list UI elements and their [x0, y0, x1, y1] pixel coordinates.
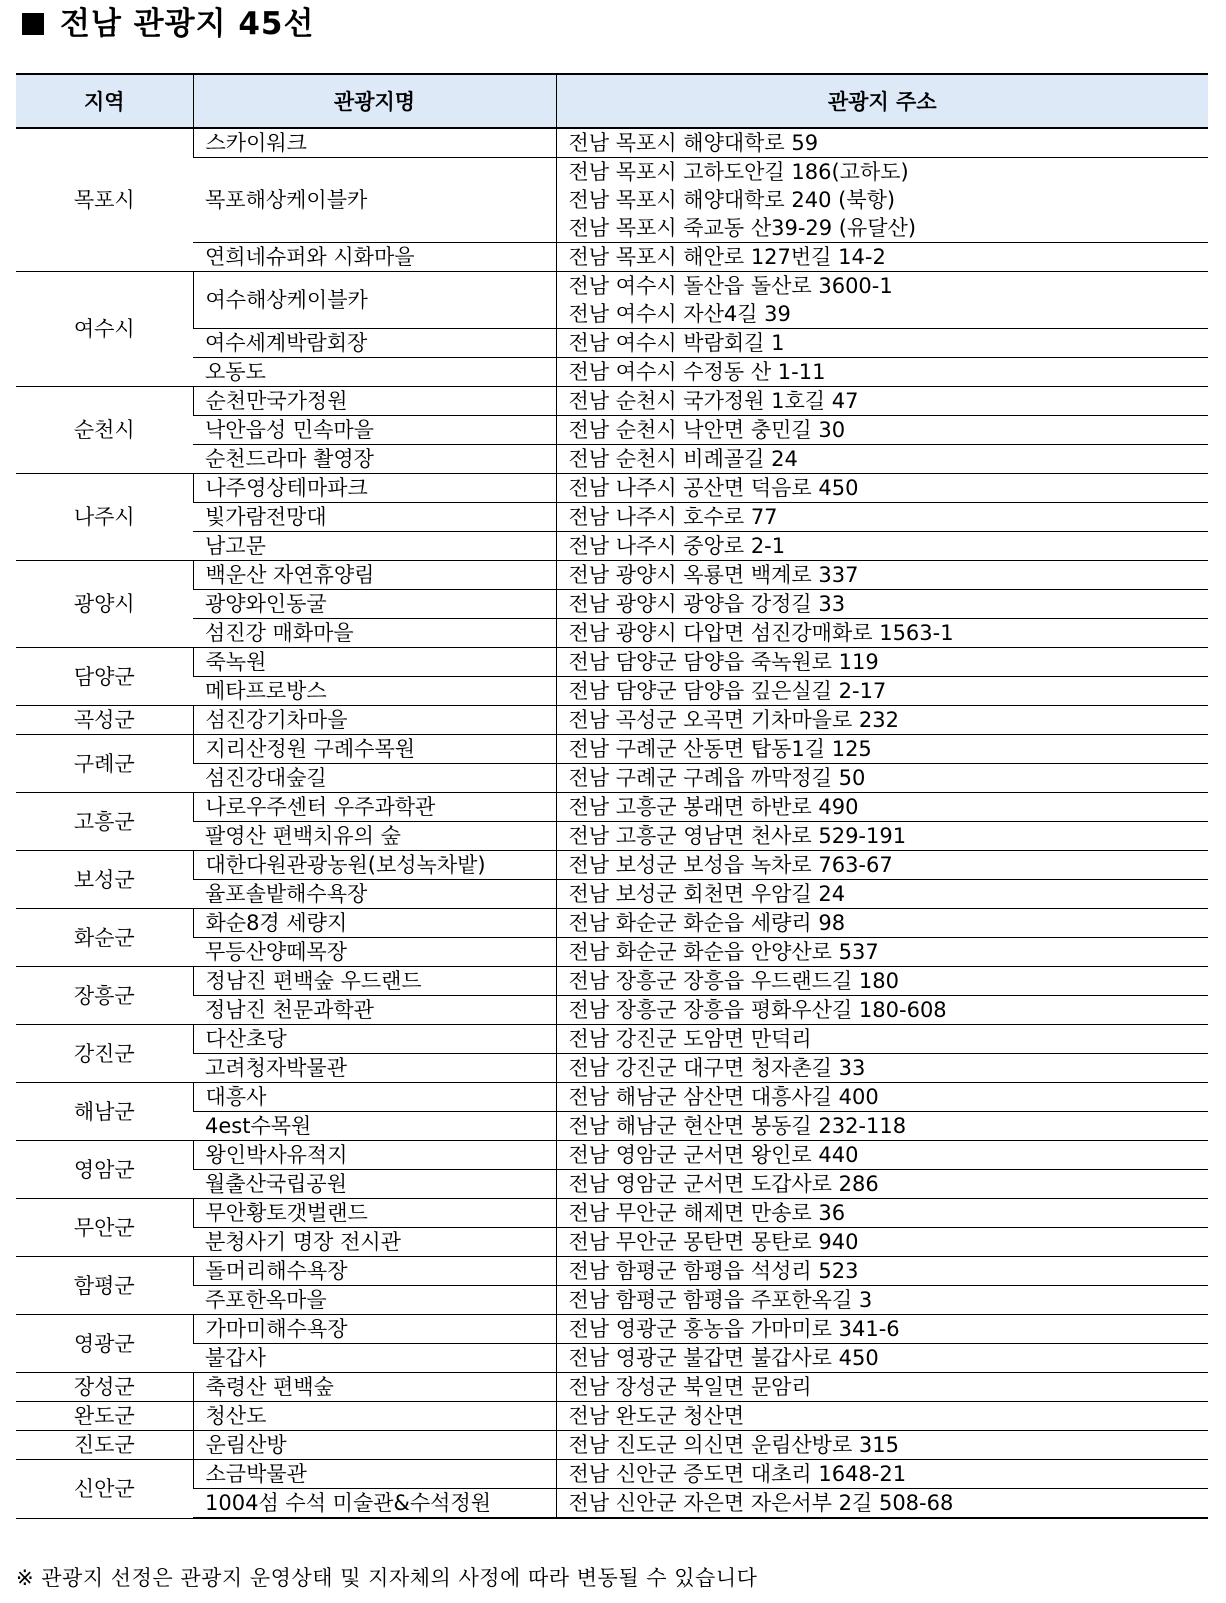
table-row	[16, 967, 1208, 996]
attractions-table	[16, 73, 1208, 1519]
address-line: 전남 장흥군 장흥읍 평화우산길 180-608	[568, 998, 947, 1022]
address-line: 전남 목포시 해안로 127번길 14-2	[568, 245, 886, 269]
table-row	[16, 1315, 1208, 1344]
address-line: 전남 여수시 돌산읍 돌산로 3600-1	[568, 274, 893, 298]
address-cell	[556, 503, 1208, 532]
table-row	[16, 1257, 1208, 1286]
attraction-name-cell: 나로우주센터 우주과학관	[193, 793, 556, 822]
table-row	[16, 1373, 1208, 1402]
attraction-name-cell: 여수세계박람회장	[193, 329, 556, 358]
address-cell	[556, 648, 1208, 677]
address-line: 전남 나주시 호수로 77	[568, 505, 778, 529]
address-line: 전남 여수시 박람회길 1	[568, 331, 785, 355]
table-row	[16, 1431, 1208, 1460]
address-cell	[556, 1431, 1208, 1460]
attraction-name-cell: 스카이워크	[193, 128, 556, 158]
address-line: 전남 광양시 옥룡면 백계로 337	[568, 563, 859, 587]
address-cell	[556, 735, 1208, 764]
address-line: 전남 영광군 홍농읍 가마미로 341-6	[568, 1317, 900, 1341]
address-cell	[556, 387, 1208, 416]
table-row	[16, 851, 1208, 880]
table-row	[16, 996, 1208, 1025]
table-row	[16, 648, 1208, 677]
address-cell	[556, 1025, 1208, 1054]
region-cell: 강진군	[16, 1025, 193, 1083]
table-row	[16, 619, 1208, 648]
region-cell: 담양군	[16, 648, 193, 706]
attraction-name-cell: 4est수목원	[193, 1112, 556, 1141]
footnote: ※ 관광지 선정은 관광지 운영상태 및 지자체의 사정에 따라 변동될 수 있습니다	[16, 1566, 758, 1590]
attraction-name-cell: 정남진 편백숲 우드랜드	[193, 967, 556, 996]
table-row	[16, 387, 1208, 416]
address-cell	[556, 1460, 1208, 1489]
address-cell	[556, 1402, 1208, 1431]
address-cell	[556, 1286, 1208, 1315]
table-row	[16, 243, 1208, 272]
attraction-name-cell: 백운산 자연휴양림	[193, 561, 556, 590]
region-cell: 보성군	[16, 851, 193, 909]
table-body	[16, 128, 1208, 1518]
address-cell	[556, 851, 1208, 880]
table-row	[16, 1083, 1208, 1112]
table-row	[16, 503, 1208, 532]
table-row	[16, 677, 1208, 706]
region-cell: 나주시	[16, 474, 193, 561]
address-cell	[556, 158, 1208, 243]
attraction-name-cell: 섬진강대숲길	[193, 764, 556, 793]
address-cell	[556, 880, 1208, 909]
table-row	[16, 416, 1208, 445]
address-line: 전남 여수시 수정동 산 1-11	[568, 360, 826, 384]
attraction-name-cell: 다산초당	[193, 1025, 556, 1054]
address-line: 전남 함평군 함평읍 석성리 523	[568, 1259, 859, 1283]
address-cell	[556, 561, 1208, 590]
address-line: 전남 목포시 해양대학로 59	[568, 131, 819, 155]
attraction-name-cell: 연희네슈퍼와 시화마을	[193, 243, 556, 272]
address-cell	[556, 1489, 1208, 1519]
attraction-name-cell: 섬진강기차마을	[193, 706, 556, 735]
attraction-name-cell: 여수해상케이블카	[193, 272, 556, 329]
address-line: 전남 목포시 해양대학로 240 (북항)	[568, 188, 896, 212]
address-cell	[556, 1373, 1208, 1402]
region-cell: 신안군	[16, 1460, 193, 1519]
region-cell: 해남군	[16, 1083, 193, 1141]
table-row	[16, 1054, 1208, 1083]
attraction-name-cell: 죽녹원	[193, 648, 556, 677]
attraction-name-cell: 순천드라마 촬영장	[193, 445, 556, 474]
address-cell	[556, 793, 1208, 822]
address-line: 전남 목포시 고하도안길 186(고하도)	[568, 160, 909, 184]
address-cell	[556, 996, 1208, 1025]
address-line: 전남 신안군 자은면 자은서부 2길 508-68	[568, 1491, 954, 1515]
address-line: 전남 신안군 증도면 대초리 1648-21	[568, 1462, 907, 1486]
address-line: 전남 나주시 중앙로 2-1	[568, 534, 786, 558]
address-cell	[556, 590, 1208, 619]
attraction-name-cell: 목포해상케이블카	[193, 158, 556, 243]
address-cell	[556, 416, 1208, 445]
table-row	[16, 1112, 1208, 1141]
attraction-name-cell: 남고문	[193, 532, 556, 561]
address-line: 전남 고흥군 봉래면 하반로 490	[568, 795, 859, 819]
address-line: 전남 강진군 도암면 만덕리	[568, 1027, 812, 1051]
table-row	[16, 1460, 1208, 1489]
attraction-name-cell: 섬진강 매화마을	[193, 619, 556, 648]
attraction-name-cell: 가마미해수욕장	[193, 1315, 556, 1344]
attraction-name-cell: 낙안읍성 민속마을	[193, 416, 556, 445]
address-cell	[556, 1257, 1208, 1286]
address-cell	[556, 358, 1208, 387]
address-line: 전남 고흥군 영남면 천사로 529-191	[568, 824, 907, 848]
region-cell: 광양시	[16, 561, 193, 648]
address-line: 전남 장흥군 장흥읍 우드랜드길 180	[568, 969, 900, 993]
attraction-name-cell: 1004섬 수석 미술관&수석정원	[193, 1489, 556, 1519]
table-row	[16, 158, 1208, 243]
address-cell	[556, 474, 1208, 503]
table-row	[16, 822, 1208, 851]
address-line: 전남 순천시 낙안면 충민길 30	[568, 418, 846, 442]
attraction-name-cell: 왕인박사유적지	[193, 1141, 556, 1170]
attraction-name-cell: 월출산국립공원	[193, 1170, 556, 1199]
address-cell	[556, 1083, 1208, 1112]
address-line: 전남 영광군 불갑면 불갑사로 450	[568, 1346, 879, 1370]
address-cell	[556, 822, 1208, 851]
attraction-name-cell: 메타프로방스	[193, 677, 556, 706]
address-line: 전남 무안군 해제면 만송로 36	[568, 1201, 846, 1225]
region-cell: 장성군	[16, 1373, 193, 1402]
address-line: 전남 진도군 의신면 운림산방로 315	[568, 1433, 900, 1457]
attraction-name-cell: 오동도	[193, 358, 556, 387]
attraction-name-cell: 지리산정원 구례수목원	[193, 735, 556, 764]
attraction-name-cell: 소금박물관	[193, 1460, 556, 1489]
region-cell: 진도군	[16, 1431, 193, 1460]
table-row	[16, 561, 1208, 590]
attraction-name-cell: 무등산양떼목장	[193, 938, 556, 967]
address-line: 전남 담양군 담양읍 죽녹원로 119	[568, 650, 879, 674]
attraction-name-cell: 무안황토갯벌랜드	[193, 1199, 556, 1228]
table-row	[16, 706, 1208, 735]
address-cell	[556, 1112, 1208, 1141]
region-cell: 순천시	[16, 387, 193, 474]
attraction-name-cell: 팔영산 편백치유의 숲	[193, 822, 556, 851]
attraction-name-cell: 나주영상테마파크	[193, 474, 556, 503]
region-cell: 영광군	[16, 1315, 193, 1373]
table-row	[16, 590, 1208, 619]
region-cell: 장흥군	[16, 967, 193, 1025]
address-cell	[556, 532, 1208, 561]
table-row	[16, 1141, 1208, 1170]
region-cell: 완도군	[16, 1402, 193, 1431]
address-cell	[556, 1054, 1208, 1083]
table-header	[16, 74, 1208, 128]
header-row	[16, 74, 1208, 128]
attraction-name-cell: 대한다원관광농원(보성녹차밭)	[193, 851, 556, 880]
address-line: 전남 함평군 함평읍 주포한옥길 3	[568, 1288, 873, 1312]
attraction-name-cell: 율포솔밭해수욕장	[193, 880, 556, 909]
address-line: 전남 해남군 삼산면 대흥사길 400	[568, 1085, 879, 1109]
table-row	[16, 793, 1208, 822]
address-line: 전남 곡성군 오곡면 기차마을로 232	[568, 708, 900, 732]
square-bullet-icon	[22, 13, 44, 35]
region-cell: 화순군	[16, 909, 193, 967]
address-cell	[556, 967, 1208, 996]
address-line: 전남 완도군 청산면	[568, 1404, 745, 1428]
attraction-name-cell: 축령산 편백숲	[193, 1373, 556, 1402]
address-cell	[556, 938, 1208, 967]
address-cell	[556, 909, 1208, 938]
table-row	[16, 735, 1208, 764]
address-cell	[556, 1199, 1208, 1228]
region-cell: 목포시	[16, 128, 193, 272]
address-line: 전남 구례군 구례읍 까막정길 50	[568, 766, 866, 790]
attraction-name-cell: 운림산방	[193, 1431, 556, 1460]
table-row	[16, 1489, 1208, 1519]
attraction-name-cell: 주포한옥마을	[193, 1286, 556, 1315]
header-name: 관광지명	[193, 74, 556, 128]
address-line: 전남 영암군 군서면 도갑사로 286	[568, 1172, 879, 1196]
table-row	[16, 1025, 1208, 1054]
address-cell	[556, 706, 1208, 735]
address-line: 전남 강진군 대구면 청자촌길 33	[568, 1056, 866, 1080]
table-row	[16, 358, 1208, 387]
address-line: 전남 순천시 국가정원 1호길 47	[568, 389, 859, 413]
table-row	[16, 880, 1208, 909]
address-cell	[556, 445, 1208, 474]
region-cell: 함평군	[16, 1257, 193, 1315]
table-row	[16, 445, 1208, 474]
attraction-name-cell: 대흥사	[193, 1083, 556, 1112]
header-address: 관광지 주소	[556, 74, 1208, 128]
table-row	[16, 1170, 1208, 1199]
table-row	[16, 1199, 1208, 1228]
address-line: 전남 목포시 죽교동 산39-29 (유달산)	[568, 216, 917, 240]
attraction-name-cell: 돌머리해수욕장	[193, 1257, 556, 1286]
region-cell: 여수시	[16, 272, 193, 387]
table-row	[16, 1286, 1208, 1315]
address-line: 전남 무안군 몽탄면 몽탄로 940	[568, 1230, 859, 1254]
address-line: 전남 여수시 자산4길 39	[568, 302, 791, 326]
address-line: 전남 해남군 현산면 봉동길 232-118	[568, 1114, 907, 1138]
region-cell: 곡성군	[16, 706, 193, 735]
address-cell	[556, 1228, 1208, 1257]
address-cell	[556, 1344, 1208, 1373]
address-line: 전남 보성군 보성읍 녹차로 763-67	[568, 853, 893, 877]
attraction-name-cell: 순천만국가정원	[193, 387, 556, 416]
attraction-name-cell: 정남진 천문과학관	[193, 996, 556, 1025]
address-cell	[556, 1170, 1208, 1199]
table-row	[16, 272, 1208, 329]
address-line: 전남 영암군 군서면 왕인로 440	[568, 1143, 859, 1167]
page-title-text: 전남 관광지 45선	[60, 6, 315, 42]
address-cell	[556, 619, 1208, 648]
address-cell	[556, 272, 1208, 329]
table-row	[16, 128, 1208, 158]
region-cell: 영암군	[16, 1141, 193, 1199]
address-line: 전남 순천시 비례골길 24	[568, 447, 798, 471]
region-cell: 고흥군	[16, 793, 193, 851]
attraction-name-cell: 화순8경 세량지	[193, 909, 556, 938]
table-row	[16, 764, 1208, 793]
table-row	[16, 909, 1208, 938]
attraction-name-cell: 고려청자박물관	[193, 1054, 556, 1083]
attraction-name-cell: 청산도	[193, 1402, 556, 1431]
table-row	[16, 938, 1208, 967]
address-line: 전남 광양시 다압면 섬진강매화로 1563-1	[568, 621, 954, 645]
table-row	[16, 1402, 1208, 1431]
address-cell	[556, 677, 1208, 706]
address-line: 전남 화순군 화순읍 안양산로 537	[568, 940, 879, 964]
address-cell	[556, 764, 1208, 793]
address-line: 전남 담양군 담양읍 깊은실길 2-17	[568, 679, 887, 703]
address-line: 전남 장성군 북일면 문암리	[568, 1375, 812, 1399]
address-line: 전남 화순군 화순읍 세량리 98	[568, 911, 846, 935]
attraction-name-cell: 불갑사	[193, 1344, 556, 1373]
region-cell: 무안군	[16, 1199, 193, 1257]
attraction-name-cell: 광양와인동굴	[193, 590, 556, 619]
address-line: 전남 보성군 회천면 우암길 24	[568, 882, 846, 906]
page-title	[20, 4, 314, 44]
address-cell	[556, 1141, 1208, 1170]
table-row	[16, 1228, 1208, 1257]
attraction-name-cell: 분청사기 명장 전시관	[193, 1228, 556, 1257]
address-line: 전남 나주시 공산면 덕음로 450	[568, 476, 859, 500]
address-cell	[556, 243, 1208, 272]
address-cell	[556, 329, 1208, 358]
region-cell: 구례군	[16, 735, 193, 793]
attraction-name-cell: 빛가람전망대	[193, 503, 556, 532]
header-region: 지역	[16, 74, 193, 128]
address-line: 전남 구례군 산동면 탑동1길 125	[568, 737, 872, 761]
table-row	[16, 474, 1208, 503]
address-line: 전남 광양시 광양읍 강정길 33	[568, 592, 846, 616]
address-cell	[556, 128, 1208, 158]
table-row	[16, 329, 1208, 358]
table-row	[16, 1344, 1208, 1373]
address-cell	[556, 1315, 1208, 1344]
table-row	[16, 532, 1208, 561]
